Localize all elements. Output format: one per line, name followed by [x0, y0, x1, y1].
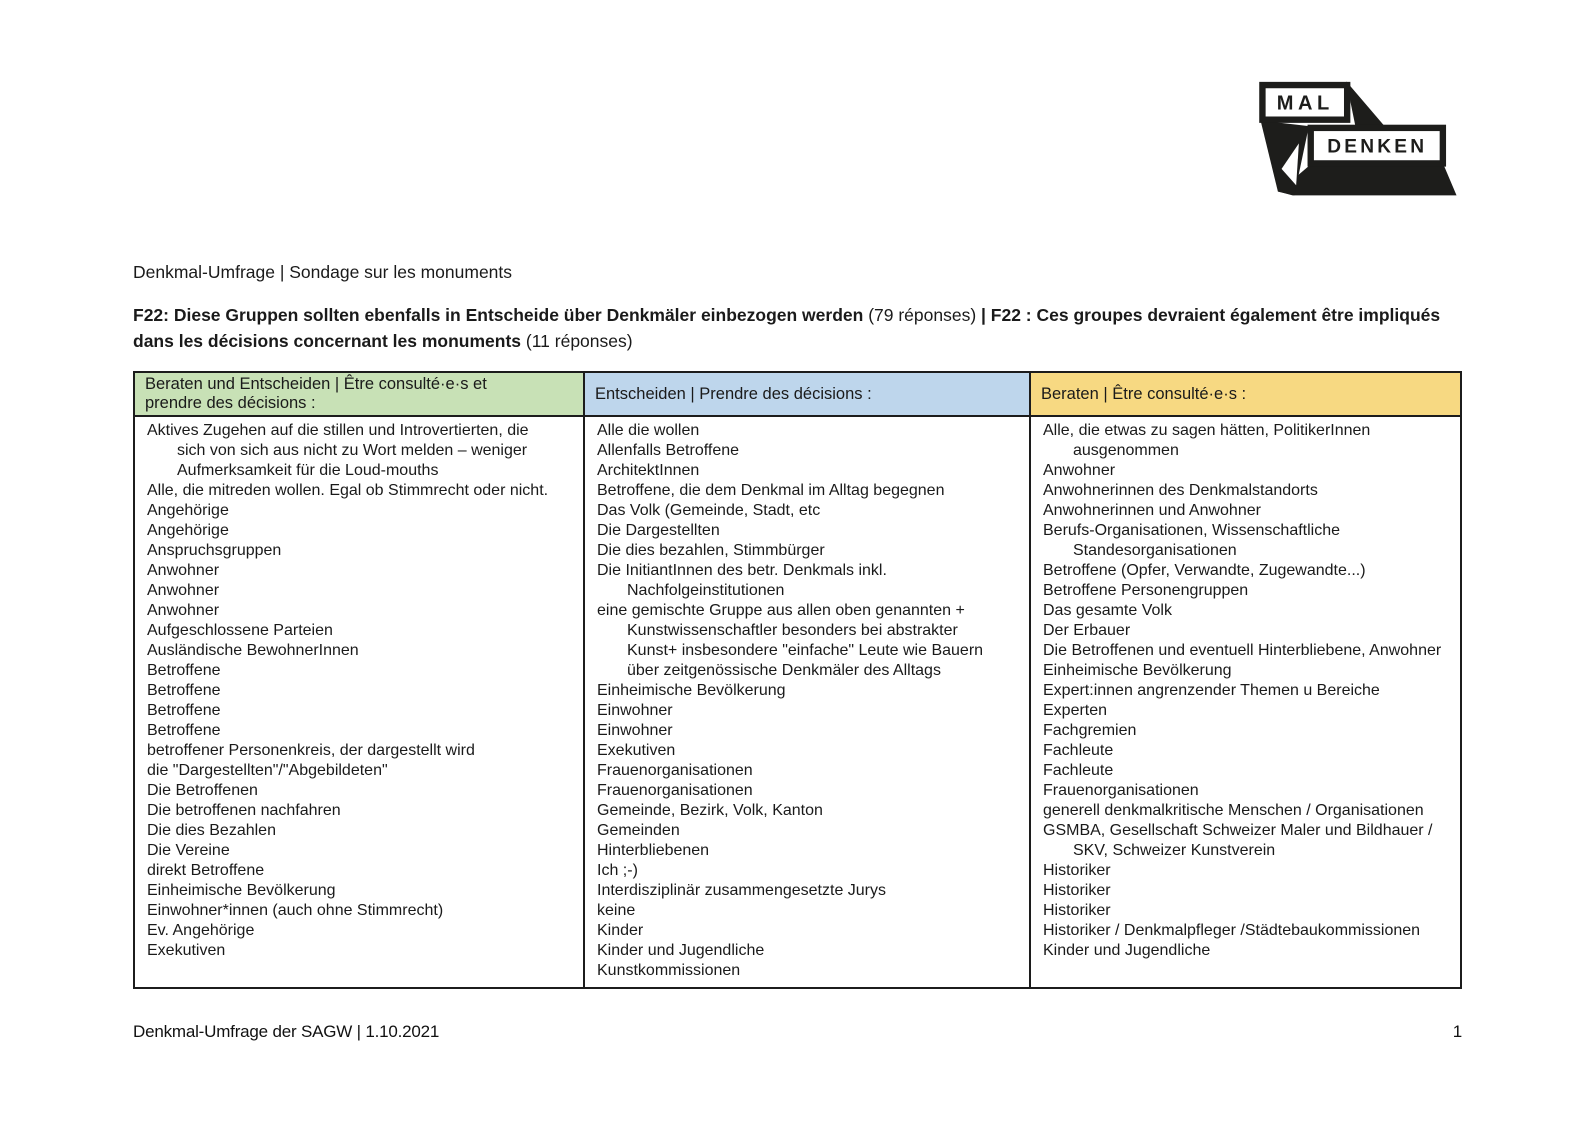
responses-table [133, 371, 1462, 989]
list-item: Historiker / Denkmalpfleger /Städtebaukommissionen [1043, 922, 1421, 939]
list-item: keine [597, 902, 636, 919]
list-item: Die Betroffenen und eventuell Hinterbliebene, Anwohner [1043, 642, 1442, 659]
list-item: Die Vereine [147, 842, 230, 859]
list-item: Einwohner [597, 722, 673, 739]
list-item: Einwohner [597, 702, 673, 719]
list-item: Ev. Angehörige [147, 922, 255, 939]
footer [133, 1022, 1462, 1042]
list-item: Betroffene [147, 702, 221, 719]
list-item: Betroffene, die dem Denkmal im Alltag begegnen [597, 482, 945, 499]
column-body [1031, 417, 1460, 987]
list-item: Allenfalls Betroffene [597, 442, 740, 459]
question-de: F22: Diese Gruppen sollten ebenfalls in Entscheide über Denkmäler einbezogen werden [133, 305, 864, 325]
table-column-entscheiden [585, 373, 1031, 987]
table-column-beraten-und-entscheiden [135, 373, 585, 987]
list-item: Exekutiven [597, 742, 676, 759]
logo-ribbon-shape [1346, 81, 1384, 126]
list-item: Einheimische Bevölkerung [147, 882, 336, 899]
list-item: Fachgremien [1043, 722, 1137, 739]
list-item: Die dies bezahlen, Stimmbürger [597, 542, 825, 559]
list-item: Anwohner [1043, 462, 1116, 479]
page-number: 1 [1452, 1022, 1462, 1041]
logo-shadow-shape [1279, 164, 1457, 195]
list-item: Gemeinden [597, 822, 680, 839]
mal-denken-logo-graphic [1236, 68, 1462, 206]
column-body [135, 417, 583, 987]
list-item: Betroffene (Opfer, Verwandte, Zugewandte...) [1043, 562, 1366, 579]
list-item: Experten [1043, 702, 1108, 719]
list-item: Die betroffenen nachfahren [147, 802, 341, 819]
question-fr-count: (11 réponses) [521, 331, 633, 351]
list-item: Fachleute [1043, 762, 1114, 779]
list-item: eine gemischte Gruppe aus allen oben genannten + Kunstwissenschaftler besonders bei abstrakter Kunst+ insbesondere "einfache" Leute wie Bauern über zeitgenössische Denkmäler des Alltags [597, 602, 984, 679]
column-header-entscheiden [585, 373, 1029, 417]
column-header-beraten [1031, 373, 1460, 417]
list-item: Die Dargestellten [597, 522, 720, 539]
list-item: Ich ;-) [597, 862, 638, 879]
list-item: Betroffene [147, 682, 221, 699]
list-item: Angehörige [147, 522, 229, 539]
list-item: Berufs-Organisationen, Wissenschaftliche Standesorganisationen [1043, 522, 1341, 559]
list-item: Einheimische Bevölkerung [597, 682, 786, 699]
list-item: Alle, die etwas zu sagen hätten, PolitikerInnen ausgenommen [1043, 422, 1371, 459]
list-item: Das gesamte Volk [1043, 602, 1172, 619]
list-item: GSMBA, Gesellschaft Schweizer Maler und Bildhauer / SKV, Schweizer Kunstverein [1043, 822, 1433, 859]
list-item: Anwohner [147, 562, 220, 579]
column-header-beraten-und-entscheiden [135, 373, 583, 417]
list-item: generell denkmalkritische Menschen / Organisationen [1043, 802, 1424, 819]
list-item: Interdisziplinär zusammengesetzte Jurys [597, 882, 887, 899]
list-item: Angehörige [147, 502, 229, 519]
list-item: Der Erbauer [1043, 622, 1131, 639]
list-item: Historiker [1043, 902, 1111, 919]
list-item: die "Dargestellten"/"Abgebildeten" [147, 762, 388, 779]
question-heading [133, 302, 1467, 354]
list-item: Frauenorganisationen [1043, 782, 1199, 799]
list-item: Einheimische Bevölkerung [1043, 662, 1232, 679]
list-item: Alle die wollen [597, 422, 700, 439]
footer-date: Denkmal-Umfrage der SAGW | 1.10.2021 [133, 1022, 440, 1041]
list-item: Die InitiantInnen des betr. Denkmals inkl. Nachfolgeinstitutionen [597, 562, 887, 599]
list-item: Betroffene [147, 722, 221, 739]
column-header-label: Beraten und Entscheiden | Être consulté·e·s et prendre des décisions : [145, 375, 487, 412]
question-de-count: (79 réponses) [863, 305, 982, 325]
list-item: Frauenorganisationen [597, 782, 753, 799]
table-column-beraten [1031, 373, 1460, 987]
list-item: Fachleute [1043, 742, 1114, 759]
list-item: Betroffene Personengruppen [1043, 582, 1249, 599]
list-item: Hinterbliebenen [597, 842, 710, 859]
column-header-label: Entscheiden | Prendre des décisions : [595, 384, 872, 403]
logo-text-mal: MAL [1276, 92, 1334, 115]
list-item: direkt Betroffene [147, 862, 265, 879]
list-item: Betroffene [147, 662, 221, 679]
list-item: Kinder [597, 922, 644, 939]
list-item: ArchitektInnen [597, 462, 700, 479]
logo-text-denken: DENKEN [1327, 136, 1428, 158]
list-item: Die dies Bezahlen [147, 822, 276, 839]
list-item: Aufgeschlossene Parteien [147, 622, 333, 639]
list-item: Gemeinde, Bezirk, Volk, Kanton [597, 802, 823, 819]
question-fr: | F22 : Ces groupes devraient également être impliqués dans les décisions concernant les monuments [133, 305, 1441, 351]
document-subtitle: Denkmal-Umfrage | Sondage sur les monuments [133, 262, 513, 282]
list-item: Ausländische BewohnerInnen [147, 642, 359, 659]
list-item: Die Betroffenen [147, 782, 258, 799]
column-header-label: Beraten | Être consulté·e·s : [1041, 384, 1247, 403]
list-item: Frauenorganisationen [597, 762, 753, 779]
list-item: Anwohner [147, 582, 220, 599]
list-item: Kinder und Jugendliche [597, 942, 765, 959]
list-item: Kunstkommissionen [597, 962, 741, 979]
list-item: Anwohnerinnen und Anwohner [1043, 502, 1261, 519]
list-item: Alle, die mitreden wollen. Egal ob Stimmrecht oder nicht. [147, 482, 549, 499]
list-item: Exekutiven [147, 942, 226, 959]
list-item: Einwohner*innen (auch ohne Stimmrecht) [147, 902, 444, 919]
mal-denken-logo [1236, 68, 1462, 206]
list-item: Anwohnerinnen des Denkmalstandorts [1043, 482, 1318, 499]
list-item: Kinder und Jugendliche [1043, 942, 1211, 959]
list-item: Aktives Zugehen auf die stillen und Introvertierten, die sich von sich aus nicht zu Wort melden – weniger Aufmerksamkeit für die Loud-mouths [147, 422, 529, 479]
list-item: Anwohner [147, 602, 220, 619]
list-item: Historiker [1043, 882, 1111, 899]
list-item: Expert:innen angrenzender Themen u Bereiche [1043, 682, 1380, 699]
list-item: Anspruchsgruppen [147, 542, 282, 559]
list-item: Das Volk (Gemeinde, Stadt, etc [597, 502, 821, 519]
list-item: betroffener Personenkreis, der dargestellt wird [147, 742, 475, 759]
list-item: Historiker [1043, 862, 1111, 879]
column-body [585, 417, 1029, 987]
